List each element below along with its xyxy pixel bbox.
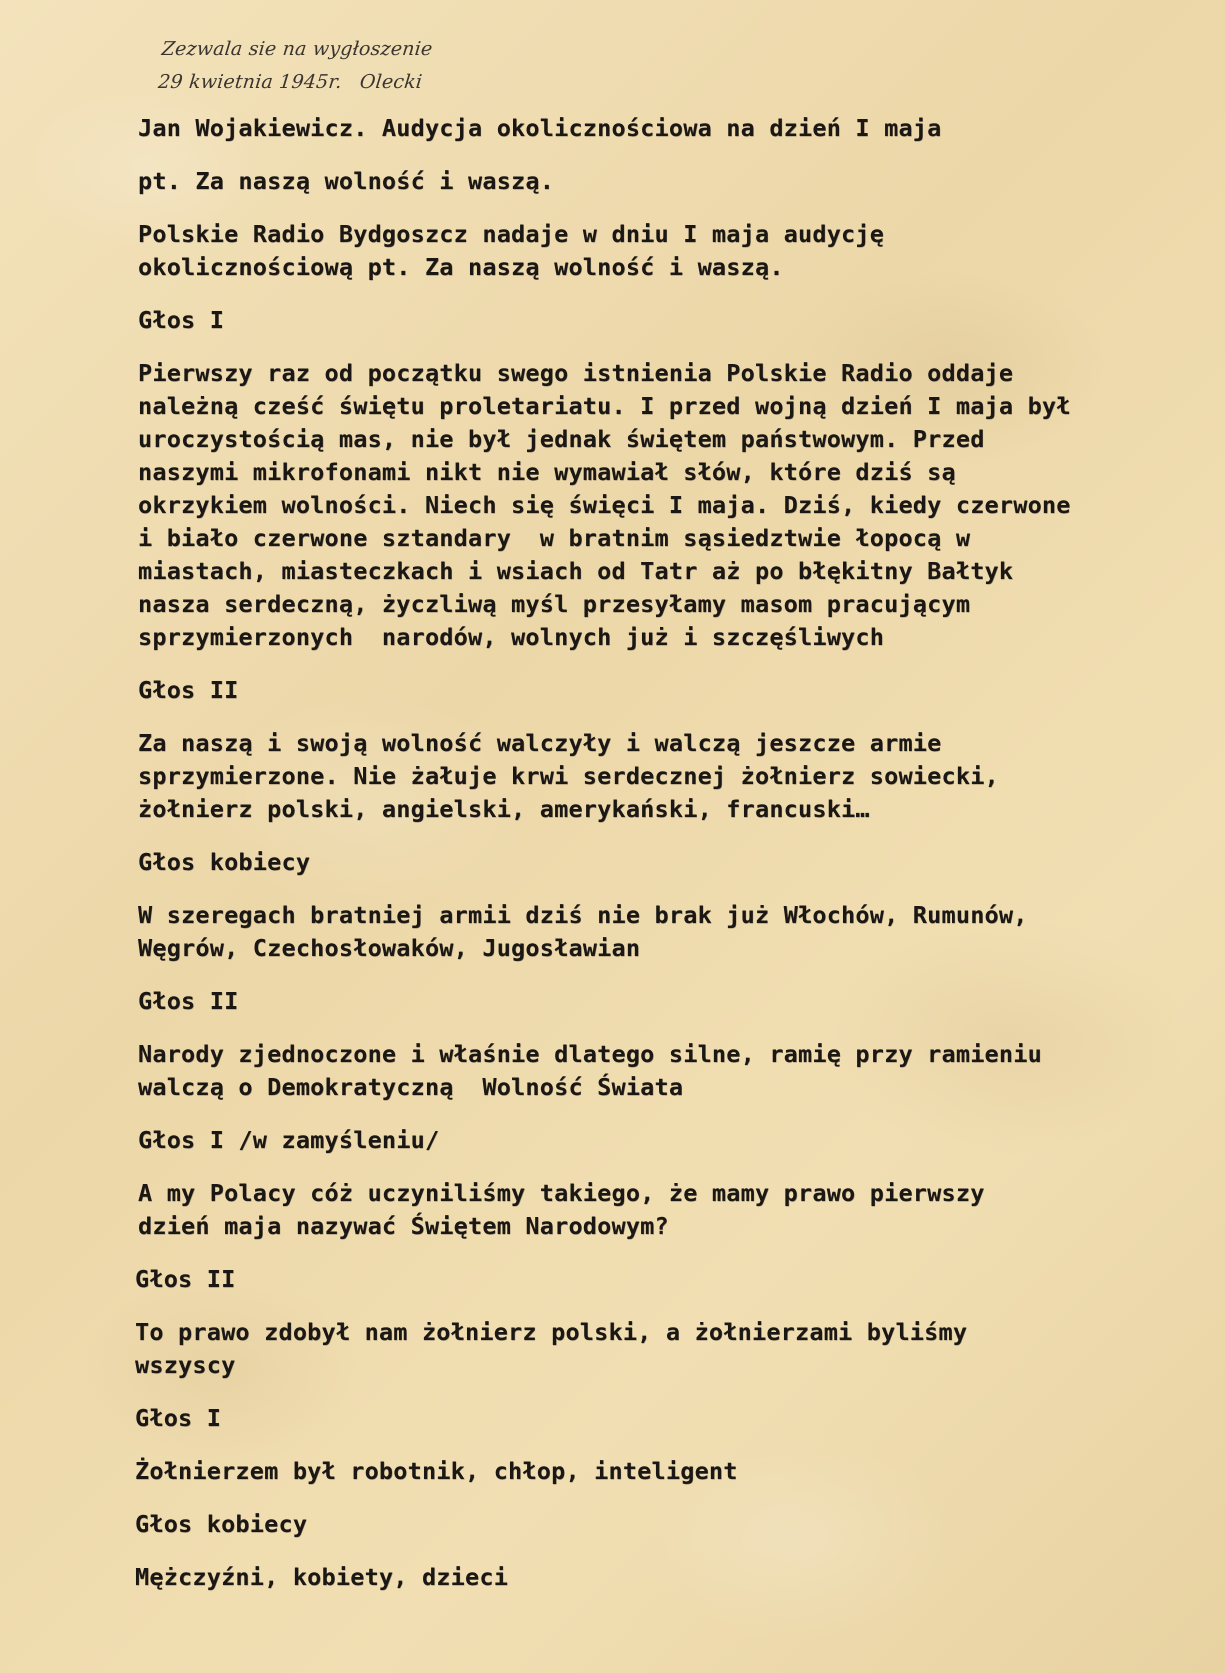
document-subtitle: pt. Za naszą wolność i waszą. (138, 167, 555, 195)
speaker-label: Głos II (135, 1265, 236, 1293)
document-title: Jan Wojakiewicz. Audycja okolicznościowa na dzień I maja (138, 114, 942, 142)
typewritten-script (135, 112, 1098, 1614)
speech-paragraph: Pierwszy raz od początku swego istnienia Polskie Radio oddaje należną cześć świętu proletariatu. I przed wojną dzień I maja był uroczystością mas, nie był jednak świętem państwowym. Przed naszymi mikrofonami nikt nie wymawiał słów, które dziś są okrzykiem wolności. Niech się święci I maja. Dziś, kiedy czerwone i biało czerwone sztandary w bratnim sąsiedztwie łopocą w miastach, miasteczkach i wsiach od Tatr aż po błękitny Bałtyk nasza serdeczną, życzliwą myśl przesyłamy masom pracującym sprzymierzonych narodów, wolnych już i szczęśliwych (138, 359, 1071, 651)
speech-paragraph: Żołnierzem był robotnik, chłop, inteligent (135, 1457, 738, 1485)
speech-paragraph: Za naszą i swoją wolność walczyły i walczą jeszcze armie sprzymierzone. Nie żałuje krwi serdecznej żołnierz sowiecki, żołnierz polski, angielski, amerykański, francuski… (138, 729, 999, 823)
speech-paragraph: Mężczyźni, kobiety, dzieci (135, 1563, 509, 1591)
approval-line-2 (156, 65, 430, 99)
approval-date: 29 kwietnia 1945r. (157, 71, 344, 93)
speech-paragraph: A my Polacy cóż uczyniliśmy takiego, że mamy prawo pierwszy dzień maja nazywać Świętem Narodowym? (138, 1179, 985, 1240)
speaker-label: Głos kobiecy (135, 1510, 308, 1538)
speaker-label: Głos II (138, 676, 239, 704)
speaker-label: Głos I /w zamyśleniu/ (138, 1126, 440, 1154)
speaker-label: Głos II (138, 987, 239, 1015)
speaker-label: Głos I (135, 1404, 222, 1432)
speech-paragraph: W szeregach bratniej armii dziś nie brak już Włochów, Rumunów, Węgrów, Czechosłowaków, Jugosławian (138, 901, 1028, 962)
speaker-label: Głos I (138, 306, 225, 334)
speaker-label: Głos kobiecy (138, 848, 311, 876)
intro-paragraph: Polskie Radio Bydgoszcz nadaje w dniu I maja audycję okolicznościową pt. Za naszą wolność i waszą. (138, 220, 885, 281)
approval-line-1: Zezwala sie na wygłoszenie (160, 38, 434, 60)
approval-signature: Olecki (358, 71, 424, 93)
handwritten-approval-note (156, 32, 434, 99)
speech-paragraph: To prawo zdobył nam żołnierz polski, a żołnierzami byliśmy wszyscy (135, 1318, 968, 1379)
speech-paragraph: Narody zjednoczone i właśnie dlatego silne, ramię przy ramieniu walczą o Demokratyczną Wolność Świata (138, 1040, 1042, 1101)
